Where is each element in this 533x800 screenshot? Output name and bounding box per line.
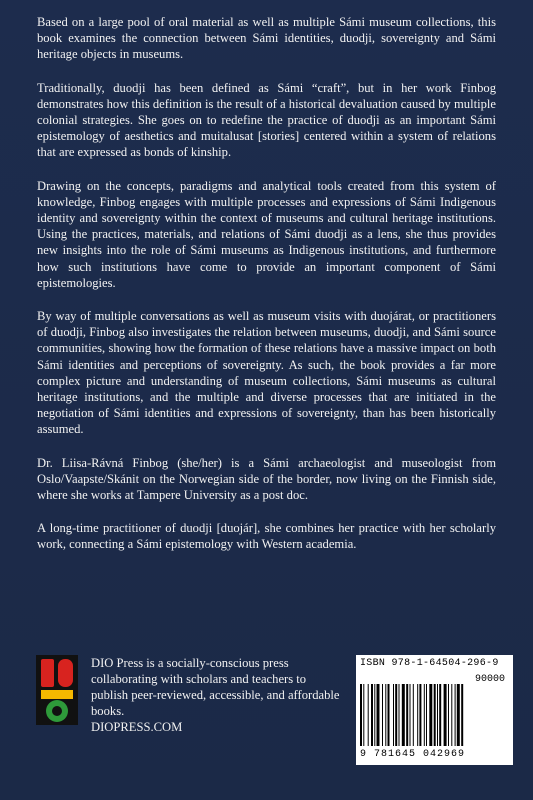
blurb-paragraph-1: Based on a large pool of oral material as well as multiple Sámi museum collections, this book examines the connection between Sámi identities, duodji, sovereignty and Sámi heritage objects in museums. [37,15,496,62]
barcode-bar [363,684,364,746]
barcode-bar [439,684,441,746]
barcode-digits: 9 781645 042969 [360,749,466,760]
barcode-bar [413,684,414,746]
barcode-bar [419,684,421,746]
dio-press-logo [36,655,78,725]
publisher-info [91,655,341,735]
barcode-bar [455,684,456,746]
publisher-description: DIO Press is a socially-conscious press collaborating with scholars and teachers to publish peer-reviewed, accessible, and affordable books. [91,656,340,718]
barcode-bars [360,684,510,746]
barcode-bar [385,684,386,746]
barcode-bar [399,684,400,746]
barcode-bar [448,684,449,746]
barcode-bar [393,684,394,746]
barcode-bar [368,684,369,746]
barcode-bar [417,684,418,746]
barcode-bar [382,684,383,746]
dio-logo-icon [36,655,78,725]
barcode-bar [451,684,452,746]
barcode-bar [388,684,390,746]
barcode-bar [402,684,405,746]
blurb-paragraph-4: By way of multiple conversations as well as museum visits with duojárat, or practitioners of duodji, Finbog also investigates the relation between museums, duodji, and Sámi source communities, showing how the formation of these relations have a massive impact on both Sámi identities and perceptions of sovereignty. As such, the book provides a far more complex picture and understanding of museum collections, Sámi museums as cultural heritage institutions, and the multiple and diverse processes that are initiated in the negotiation of Sámi identities and expressions of sovereignty, than has been historically assumed. [37,309,496,437]
author-practice: A long-time practitioner of duodji [duojár], she combines her practice with her scholarly work, connecting a Sámi epistemology with Western academia. [37,521,496,552]
barcode-bar [371,684,373,746]
barcode-bar [426,684,427,746]
blurb-paragraph-3: Drawing on the concepts, paradigms and analytical tools created from this system of knowledge, Finbog engages with multiple processes and expressions of Sámi Indigenous identity and sovereignty within the context of museums and cultural heritage institutions. Using the practices, materials, and relations of Sámi duodji as a lens, she thus provides new insights into the role of Sámi museums as Indigenous institutions, and furthermore how such institutions have come to provide an important component of Sámi epistemologies. [37,178,496,290]
barcode-bar [429,684,432,746]
barcode-bar [360,684,362,746]
isbn-label: ISBN 978-1-64504-296-9 [360,658,499,669]
blurb-text [37,14,496,570]
blurb-paragraph-2: Traditionally, duodji has been defined as Sámi “craft”, but in her work Finbog demonstrates how this definition is the result of a historical devaluation caused by multiple colonial strategies. She goes on to redefine the practice of duodji as an important Sámi epistemology of aesthetics and muitalusat [stories] centered within a system of relations that are expressed as bonds of kinship. [37,80,496,160]
barcode-bar [395,684,397,746]
barcode-bar [461,684,463,746]
author-bio: Dr. Liisa-Rávná Finbog (she/her) is a Sámi archaeologist and museologist from Oslo/Vaapste/Skánit on the Norwegian side of the border, now living on the Finnish side, where she works at Tampere University as a post doc. [37,455,496,503]
barcode-bar [424,684,425,746]
barcode-bar [444,684,447,746]
barcode-bar [374,684,375,746]
barcode-bar [434,684,436,746]
barcode-bar [410,684,411,746]
barcode-bar [457,684,460,746]
price-code: 90000 [474,674,505,685]
barcode-bar [377,684,380,746]
barcode-bar [406,684,408,746]
publisher-website: DIOPRESS.COM [91,720,183,734]
barcode-bar [437,684,438,746]
isbn-barcode [356,655,513,765]
